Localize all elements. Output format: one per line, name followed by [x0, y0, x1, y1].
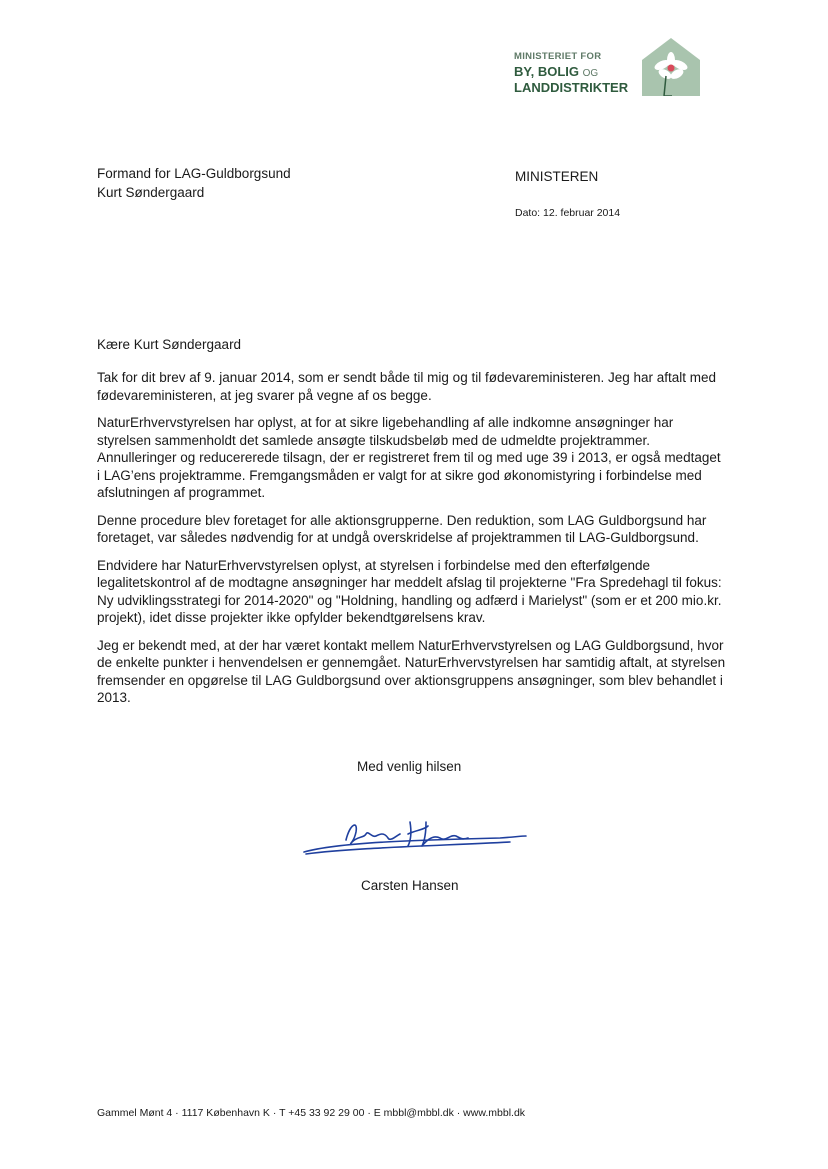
- letter-body: [97, 369, 727, 717]
- logo-line-1: MINISTERIET FOR: [514, 51, 602, 62]
- body-paragraph-1: Tak for dit brev af 9. januar 2014, som er sendt både til mig og til fødevareministeren. Jeg har aftalt med fødevareministeren, at jeg svarer på vegne af os begge.: [97, 370, 717, 403]
- handwritten-signature: [300, 812, 530, 862]
- salutation: Kære Kurt Søndergaard: [97, 337, 242, 352]
- body-paragraph-2: NaturErhvervstyrelsen har oplyst, at for at sikre ligebehandling af alle indkomne ansøgninger har styrelsen sammenholdt det samlede ansøgte tilskudsbeløb med de udmeldte projektrammer. Annulleringer og reducererede tilsagn, der er registreret frem til og med uge 39 i 2013, er også medtaget i LAG’ens projektramme. Fremgangsmåden er valgt for at sikre god økonomistyring i forbindelse med afslutningen af programmet.: [97, 415, 721, 500]
- footer-address: Gammel Mønt 4 · 1117 København K · T +45 33 92 29 00 · E mbbl@mbbl.dk · www.mbbl.dk: [97, 1107, 526, 1119]
- house-flower-icon: [642, 38, 700, 96]
- body-paragraph-4: Endvidere har NaturErhvervstyrelsen oplyst, at styrelsen i forbindelse med den efterfølgende legalitetskontrol af de modtagne ansøgninger har meddelt afslag til projekterne "Fra Spredehagl til fokus: Ny udviklingsstrategi for 2014-2020" og "Holdning, handling og adfærd i Marielyst" (som er et 200 mio.kr. projekt), idet disse projekter ikke opfylder bekendtgørelsens krav.: [97, 557, 722, 625]
- signer-name: Carsten Hansen: [361, 878, 459, 893]
- body-paragraph-5: Jeg er bekendt med, at der har været kontakt mellem NaturErhvervstyrelsen og LAG Guldborgsund, hvor de enkelte punkter i henvendelsen er gennemgået. NaturErhvervstyrelsen har samtidig aftalt, at styrelsen fremsender en opgørelse til LAG Guldborgsund over aktionsgruppens ansøgninger, som blev behandlet i 2013.: [97, 637, 726, 705]
- recipient-title: Formand for LAG-Guldborgsund: [97, 166, 291, 181]
- sender-label: MINISTEREN: [515, 169, 599, 184]
- logo-line-2-og: OG: [582, 67, 599, 79]
- logo-line-3: LANDDISTRIKTER: [514, 79, 629, 95]
- recipient-address: [97, 164, 291, 202]
- logo-line-2: [514, 65, 638, 79]
- logo-wordmark: [514, 52, 638, 94]
- closing: Med venlig hilsen: [357, 759, 462, 774]
- ministry-logo: [514, 38, 704, 100]
- logo-line-2-main: BY, BOLIG: [514, 63, 580, 79]
- body-paragraph-3: Denne procedure blev foretaget for alle aktionsgrupperne. Den reduktion, som LAG Guldborgsund har foretaget, var således nødvendig for at undgå overskridelse af projektrammen til LAG-Guldborgsund.: [97, 512, 707, 545]
- recipient-name: Kurt Søndergaard: [97, 185, 205, 200]
- letter-date: Dato: 12. februar 2014: [515, 207, 621, 219]
